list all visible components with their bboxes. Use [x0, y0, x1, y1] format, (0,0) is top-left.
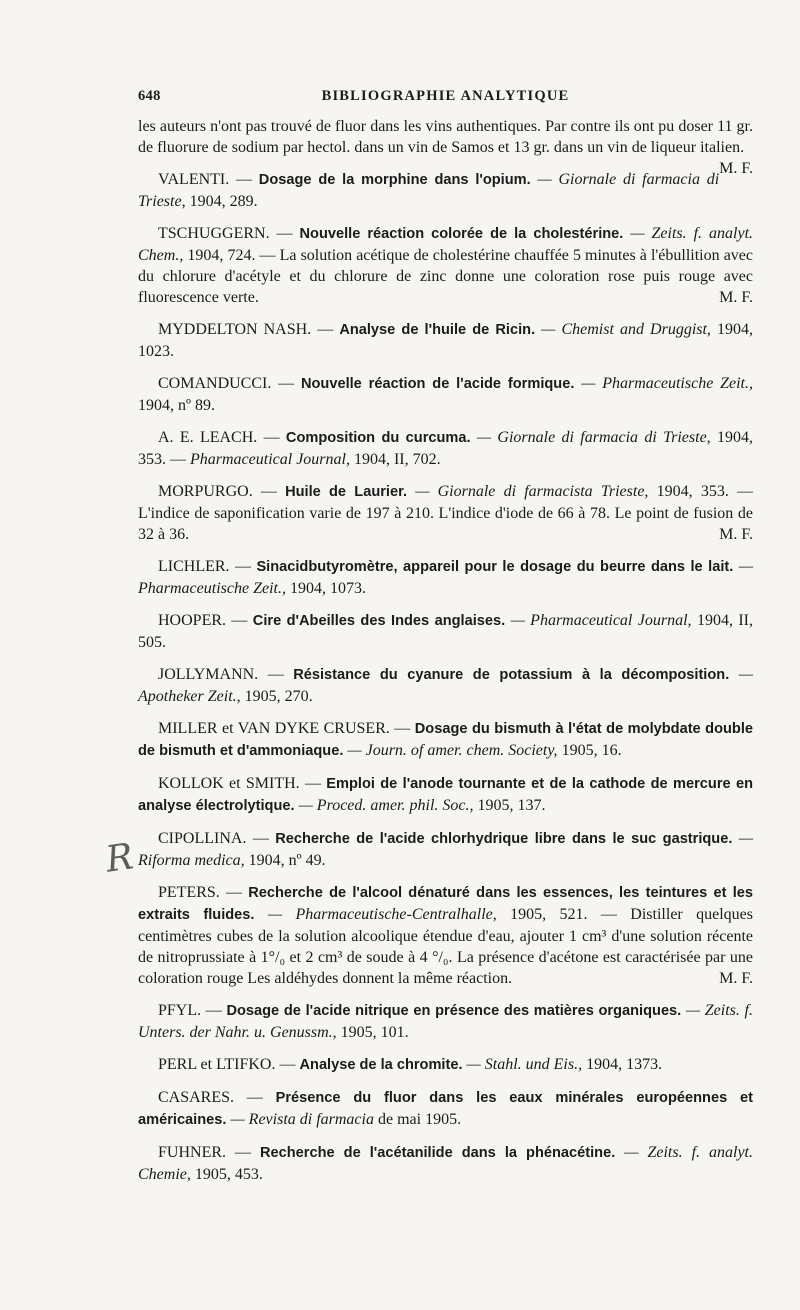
entry-source: — Zeits. f. analyt. Chem.,: [138, 225, 754, 264]
bibliography-entry: MORPURGO. — Huile de Laurier. — Giornale di farmacista Trieste, 1904, 353. — L'indice de saponification varie de 197 à 210. L'indice d'iode de 66 à 78. Le point de fusion de 32 à 36. M. F.: [138, 483, 754, 543]
entry-signature: M. F.: [719, 289, 753, 306]
running-title: BIBLIOGRAPHIE ANALYTIQUE: [321, 88, 570, 104]
entry-author: CIPOLLINA. —: [158, 830, 276, 847]
bibliography-entry: TSCHUGGERN. — Nouvelle réaction colorée de la cholestérine. — Zeits. f. analyt. Chem., 1904, 724. — La solution acétique de cholestérine chauffée 5 minutes à l'ébullition avec du chlorure d'acétyle et du chlorure de zinc donne une coloration rose puis rouge avec fluorescence verte. M. F.: [138, 225, 754, 306]
entry-title: Nouvelle réaction de l'acide formique.: [300, 376, 575, 392]
bibliography-entry: VALENTI. — Dosage de la morphine dans l'opium. — Giornale di farmacia di Trieste, 1904, 289.: [138, 171, 720, 210]
entry-title: Présence du fluor dans les eaux minérales européennes et américaines.: [138, 1090, 753, 1128]
entry-signature: M. F.: [719, 160, 753, 177]
entry-source: — Pharmaceutische-Centralhalle,: [254, 906, 497, 923]
bibliography-entry: HOOPER. — Cire d'Abeilles des Indes anglaises. — Pharmaceutical Journal, 1904, II, 505.: [138, 612, 754, 651]
bibliography-entry: PFYL. — Dosage de l'acide nitrique en présence des matières organiques. — Zeits. f. Unters. der Nahr. u. Genussm., 1905, 101.: [138, 1002, 753, 1041]
entry-source: — Zeits. f. analyt. Chemie,: [138, 1144, 753, 1183]
entry-title: Dosage du bismuth à l'état de molybdate double de bismuth et d'ammoniaque.: [138, 721, 753, 759]
bibliography-entry: les auteurs n'ont pas trouvé de fluor dans les vins authentiques. Par contre ils ont pu doser 11 gr. de fluorure de sodium par hectol. dans un vin de Samos et 13 gr. dans un vin de liqueur italien. M. F.: [138, 118, 753, 177]
entry-title: Emploi de l'anode tournante et de la cathode de mercure en analyse électrolytique.: [138, 776, 753, 814]
entry-source: — Riforma medica,: [138, 830, 754, 869]
entry-author: HOOPER. —: [158, 612, 253, 629]
entry-author: JOLLYMANN. —: [158, 666, 294, 683]
entry-author: VALENTI. —: [158, 171, 259, 188]
document-page: [138, 80, 753, 1196]
entry-source: — Journ. of amer. chem. Society,: [343, 742, 558, 759]
entry-author: PFYL. —: [158, 1002, 227, 1019]
entry-source: — Giornale di farmacista Trieste,: [407, 483, 649, 500]
entry-author: PETERS. —: [158, 884, 249, 901]
entry-source: — Stahl. und Eis.,: [462, 1056, 583, 1073]
entry-author: KOLLOK et SMITH. —: [158, 775, 327, 792]
page-number: 648: [138, 88, 161, 104]
entry-signature: M. F.: [719, 526, 753, 543]
bibliography-entry: A. E. LEACH. — Composition du curcuma. — Giornale di farmacia di Trieste, 1904, 353. — Pharmaceutical Journal, 1904, II, 702.: [138, 429, 754, 468]
entry-title: Recherche de l'acétanilide dans la phénacétine.: [259, 1145, 616, 1161]
entry-title: Résistance du cyanure de potassium à la décomposition.: [293, 667, 730, 683]
entry-source: — Pharmaceutische Zeit.,: [138, 558, 753, 597]
entry-source: Pharmaceutical Journal,: [190, 451, 350, 468]
entry-title: Nouvelle réaction colorée de la cholestérine.: [299, 226, 624, 242]
bibliography-entry: MILLER et VAN DYKE CRUSER. — Dosage du bismuth à l'état de molybdate double de bismuth et d'ammoniaque. — Journ. of amer. chem. Society, 1905, 16.: [138, 720, 753, 759]
entry-title: Cire d'Abeilles des Indes anglaises.: [252, 613, 506, 629]
bibliography-entry: MYDDELTON NASH. — Analyse de l'huile de Ricin. — Chemist and Druggist, 1904, 1023.: [138, 321, 753, 360]
entry-title: Analyse de l'huile de Ricin.: [339, 322, 536, 338]
entry-title: Recherche de l'alcool dénaturé dans les essences, les teintures et les extraits fluides.: [138, 885, 753, 923]
bibliography-entry: LICHLER. — Sinacidbutyromètre, appareil pour le dosage du beurre dans le lait. — Pharmaceutische Zeit., 1904, 1073.: [138, 558, 753, 597]
entry-author: MORPURGO. —: [158, 483, 286, 500]
entry-source: — Zeits. f. Unters. der Nahr. u. Genussm.,: [138, 1002, 753, 1041]
entry-source: — Pharmaceutische Zeit.,: [574, 375, 753, 392]
entry-signature: M. F.: [719, 970, 753, 987]
bibliography-entry: PETERS. — Recherche de l'alcool dénaturé dans les essences, les teintures et les extraits fluides. — Pharmaceutische-Centralhalle, 1905, 521. — Distiller quelques centimètres cubes de la solution alcoolique étendue d'eau, ajouter 1 cm³ d'une solution récente de nitroprussiate à 1°/₀ et 2 cm³ de soude à 4 °/₀. La présence d'acétone est caractérisée par une coloration rouge Les aldéhydes donnent la même réaction. M. F.: [138, 884, 754, 987]
entry-title: Huile de Laurier.: [285, 484, 408, 500]
entry-author: PERL et LTIFKO. —: [158, 1056, 300, 1073]
entry-author: MYDDELTON NASH. —: [158, 321, 340, 338]
entry-source: — Pharmaceutical Journal,: [505, 612, 692, 629]
entry-author: CASARES. —: [158, 1089, 276, 1106]
bibliography-entry: KOLLOK et SMITH. — Emploi de l'anode tournante et de la cathode de mercure en analyse électrolytique. — Proced. amer. phil. Soc., 1905, 137.: [138, 775, 753, 814]
entry-source: — Revista di farmacia: [226, 1111, 374, 1128]
entry-author: TSCHUGGERN. —: [158, 225, 300, 242]
entry-source: — Apotheker Zeit.,: [138, 666, 753, 705]
entry-source: — Proced. amer. phil. Soc.,: [294, 797, 474, 814]
entry-author: MILLER et VAN DYKE CRUSER. —: [158, 720, 415, 737]
bibliography-entry: JOLLYMANN. — Résistance du cyanure de potassium à la décomposition. — Apotheker Zeit., 1905, 270.: [138, 666, 753, 705]
entry-title: Dosage de la morphine dans l'opium.: [258, 172, 531, 188]
entry-author: COMANDUCCI. —: [158, 375, 301, 392]
page-header: [138, 80, 753, 106]
entry-source: — Giornale di farmacia di Trieste,: [470, 429, 711, 446]
bibliography-entry: PERL et LTIFKO. — Analyse de la chromite. — Stahl. und Eis., 1904, 1373.: [158, 1056, 663, 1073]
entry-title: Sinacidbutyromètre, appareil pour le dosage du beurre dans le lait.: [256, 559, 734, 575]
entry-author: LICHLER. —: [158, 558, 257, 575]
entry-title: Composition du curcuma.: [285, 430, 471, 446]
entry-title: Dosage de l'acide nitrique en présence des matières organiques.: [226, 1003, 682, 1019]
entry-title: Analyse de la chromite.: [299, 1057, 463, 1073]
entry-author: A. E. LEACH. —: [158, 429, 286, 446]
bibliography-entry: CASARES. — Présence du fluor dans les eaux minérales européennes et américaines. — Revista di farmacia de mai 1905.: [138, 1089, 753, 1128]
bibliography-entry: FUHNER. — Recherche de l'acétanilide dans la phénacétine. — Zeits. f. analyt. Chemie, 1905, 453.: [138, 1144, 753, 1183]
entry-source: — Giornale di farmacia di Trieste,: [138, 171, 720, 210]
bibliography-entry: CIPOLLINA. — Recherche de l'acide chlorhydrique libre dans le suc gastrique. — Riforma medica, 1904, nº 49.: [138, 830, 754, 869]
handwritten-margin-mark: R: [103, 836, 136, 881]
entry-title: Recherche de l'acide chlorhydrique libre dans le suc gastrique.: [275, 831, 733, 847]
entry-author: FUHNER. —: [158, 1144, 260, 1161]
bibliography-list: [138, 116, 753, 1185]
entry-source: — Chemist and Druggist,: [535, 321, 711, 338]
bibliography-entry: COMANDUCCI. — Nouvelle réaction de l'acide formique. — Pharmaceutische Zeit., 1904, nº 89.: [138, 375, 753, 414]
